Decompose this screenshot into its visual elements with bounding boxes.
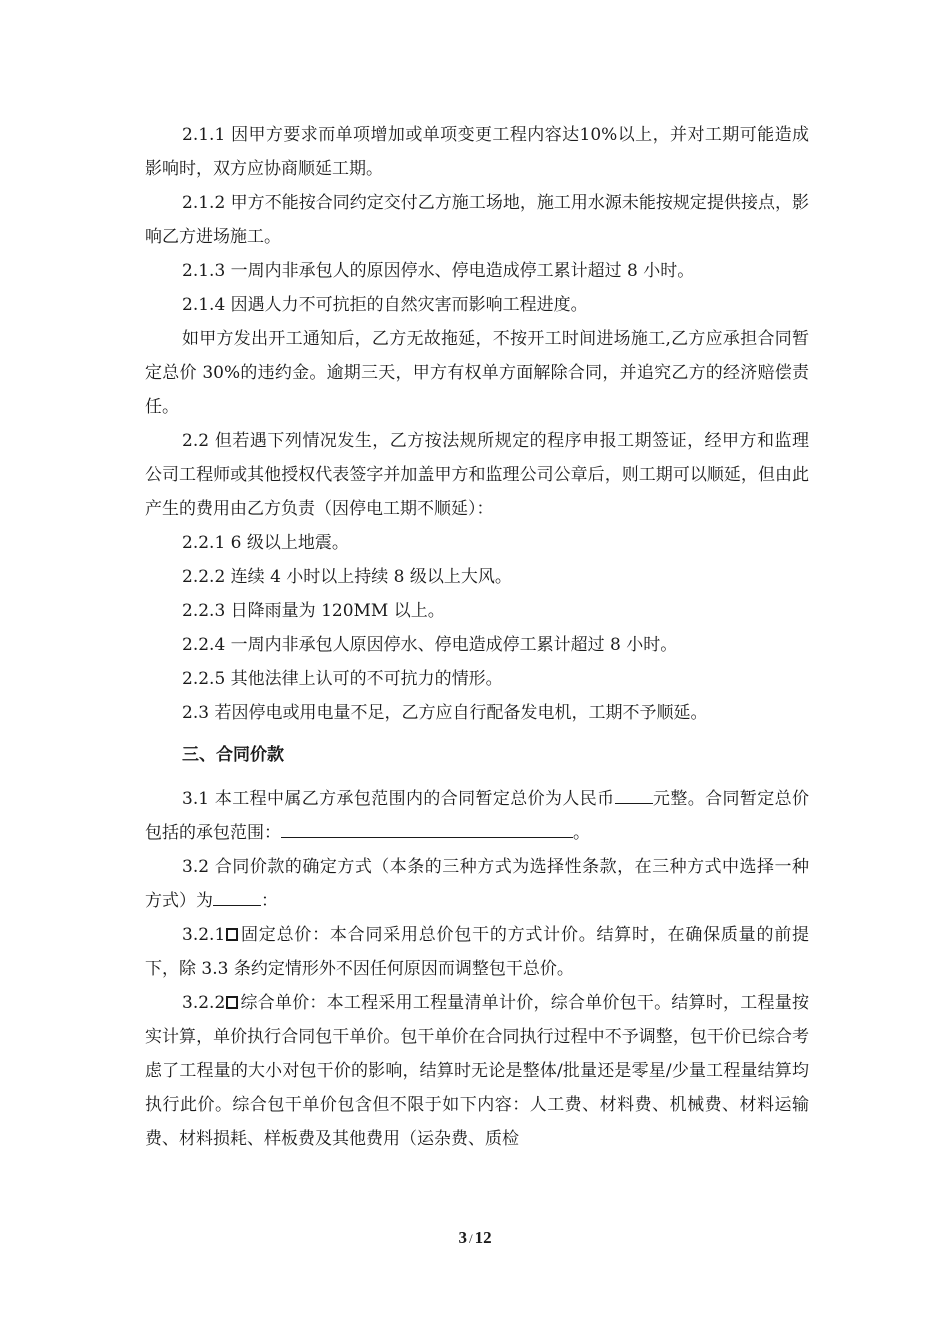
clause-3-1-text-a: 3.1 本工程中属乙方承包范围内的合同暂定总价为人民币 xyxy=(182,789,615,809)
clause-3-2 xyxy=(145,850,809,918)
clause-2-2-2: 2.2.2 连续 4 小时以上持续 8 级以上大风。 xyxy=(182,567,512,587)
clause-3-2-1-number: 3.2.1 xyxy=(182,925,226,945)
clause-3-1 xyxy=(145,782,809,850)
clause-2-1-4: 2.1.4 因遇人力不可抗拒的自然灾害而影响工程进度。 xyxy=(182,295,588,315)
clause-3-1-text-c: 。 xyxy=(573,823,590,843)
method-blank xyxy=(213,887,261,906)
clause-2-2-1: 2.2.1 6 级以上地震。 xyxy=(182,533,349,553)
clause-2-1-3: 2.1.3 一周内非承包人的原因停水、停电造成停工累计超过 8 小时。 xyxy=(182,261,695,281)
fixed-price-checkbox xyxy=(226,928,238,941)
page-content xyxy=(145,118,809,1156)
amount-blank xyxy=(615,785,653,804)
clause-2-2-4: 2.2.4 一周内非承包人原因停水、停电造成停工累计超过 8 小时。 xyxy=(182,635,678,655)
clause-3-1-text-b: 元整。合同暂定总价包括的承包范围： xyxy=(145,789,809,843)
clause-2-2: 2.2 但若遇下列情况发生，乙方按法规所规定的程序申报工期签证，经甲方和监理公司工程师或其他授权代表签字并加盖甲方和监理公司公章后，则工期可以顺延，但由此产生的费用由乙方负责（因停电工期不顺延）： xyxy=(145,431,809,519)
page-separator: / xyxy=(468,1231,473,1246)
clause-3-2-2 xyxy=(145,986,809,1156)
unit-price-checkbox xyxy=(226,996,238,1009)
clause-3-2-1 xyxy=(145,918,809,986)
clause-2-1-1: 2.1.1 因甲方要求而单项增加或单项变更工程内容达10%以上，并对工期可能造成影响时，双方应协商顺延工期。 xyxy=(145,125,809,179)
clause-2-3: 2.3 若因停电或用电量不足，乙方应自行配备发电机，工期不予顺延。 xyxy=(182,703,708,723)
clause-3-2-text-b: ： xyxy=(261,891,278,911)
clause-2-1-2: 2.1.2 甲方不能按合同约定交付乙方施工场地，施工用水源未能按规定提供接点，影响乙方进场施工。 xyxy=(145,193,809,247)
page-number xyxy=(0,1228,950,1248)
clause-2-2-5: 2.2.5 其他法律上认可的不可抗力的情形。 xyxy=(182,669,503,689)
clause-3-2-text-a: 3.2 合同价款的确定方式（本条的三种方式为选择性条款，在三种方式中选择一种方式）为 xyxy=(145,857,809,911)
total-pages: 12 xyxy=(474,1228,492,1247)
scope-blank xyxy=(281,819,573,838)
clause-3-2-2-number: 3.2.2 xyxy=(182,993,226,1013)
section-heading-contract-price: 三、合同价款 xyxy=(182,745,284,765)
clause-delay-penalty: 如甲方发出开工通知后，乙方无故拖延，不按开工时间进场施工,乙方应承担合同暂定总价 30%的违约金。逾期三天，甲方有权单方面解除合同，并追究乙方的经济赔偿责任。 xyxy=(145,329,809,417)
current-page: 3 xyxy=(458,1228,467,1247)
clause-3-2-1-text: 固定总价：本合同采用总价包干的方式计价。结算时，在确保质量的前提下，除 3.3 条约定情形外不因任何原因而调整包干总价。 xyxy=(145,925,809,979)
clause-2-2-3: 2.2.3 日降雨量为 120MM 以上。 xyxy=(182,601,445,621)
clause-3-2-2-text: 综合单价：本工程采用工程量清单计价，综合单价包干。结算时，工程量按实计算，单价执行合同包干单价。包干单价在合同执行过程中不予调整，包干价已综合考虑了工程量的大小对包干价的影响，结算时无论是整体/批量还是零星/少量工程量结算均执行此价。综合包干单价包含但不限于如下内容：人工费、材料费、机械费、材料运输费、材料损耗、样板费及其他费用（运杂费、质检 xyxy=(145,993,809,1149)
